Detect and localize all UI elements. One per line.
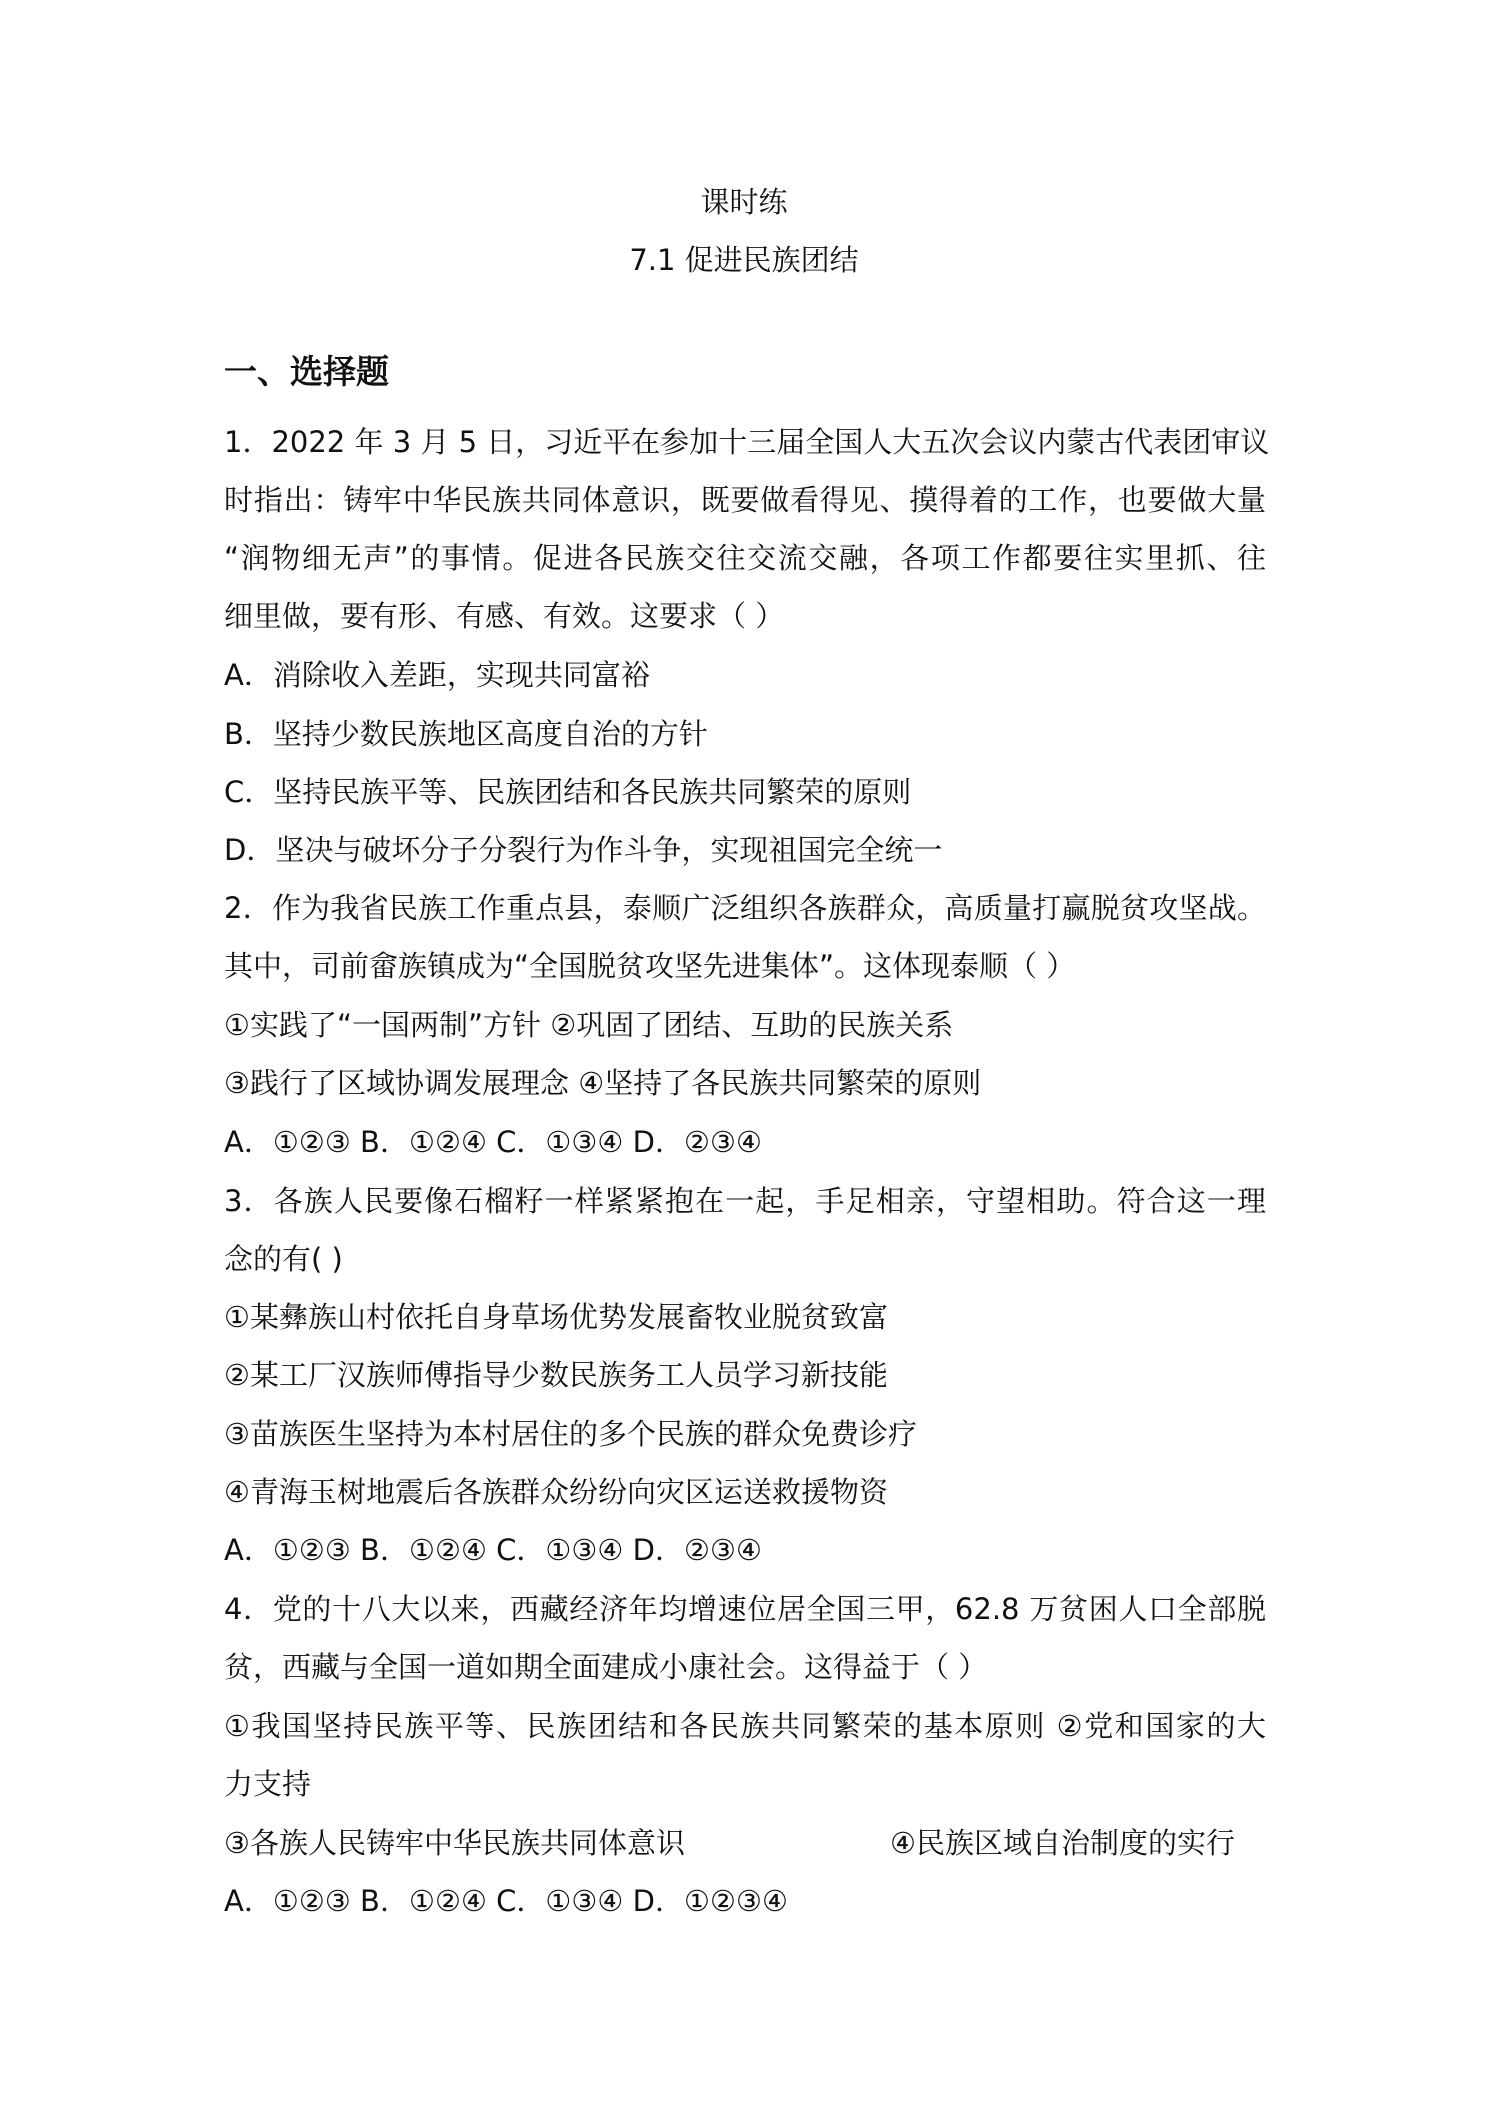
question-1-option-d: D．坚决与破坏分子分裂行为作斗争，实现祖国完全统一 — [224, 833, 943, 867]
question-1-option-a: A．消除收入差距，实现共同富裕 — [224, 658, 650, 692]
question-2-statements-line-2: ③践行了区域协调发展理念 ④坚持了各民族共同繁荣的原则 — [224, 1066, 982, 1100]
question-3-statement-2: ②某工厂汉族师傅指导少数民族务工人员学习新技能 — [224, 1358, 888, 1392]
question-1-stem-line-1: 1．2022 年 3 月 5 日，习近平在参加十三届全国人大五次会议内蒙古代表团审议 — [224, 425, 1270, 459]
question-4-statements-line-2: 力支持 — [224, 1767, 312, 1801]
question-2-stem-line-2: 其中，司前畲族镇成为“全国脱贫攻坚先进集体”。这体现泰顺（ ） — [224, 949, 1076, 983]
question-4-statement-4: ④民族区域自治制度的实行 — [890, 1826, 1235, 1860]
question-3-stem-line-1: 3．各族人民要像石榴籽一样紧紧抱在一起，手足相亲，守望相助。符合这一理 — [224, 1184, 1266, 1218]
question-1-stem-line-4: 细里做，要有形、有感、有效。这要求（ ） — [224, 599, 785, 633]
question-4-statement-3: ③各族人民铸牢中华民族共同体意识 — [224, 1826, 685, 1860]
question-2-statements-line-1: ①实践了“一国两制”方针 ②巩固了团结、互助的民族关系 — [224, 1008, 954, 1042]
page-subtitle: 7.1 促进民族团结 — [629, 243, 859, 277]
question-2-answer-options: A．①②③ B．①②④ C．①③④ D．②③④ — [224, 1125, 762, 1159]
question-2-stem-line-1: 2．作为我省民族工作重点县，泰顺广泛组织各族群众，高质量打赢脱贫攻坚战。 — [224, 891, 1266, 925]
question-3-statement-3: ③苗族医生坚持为本村居住的多个民族的群众免费诊疗 — [224, 1417, 917, 1451]
question-1-stem-line-2: 时指出：铸牢中华民族共同体意识，既要做看得见、摸得着的工作，也要做大量 — [224, 483, 1266, 517]
question-1-option-b: B．坚持少数民族地区高度自治的方针 — [224, 717, 708, 751]
question-3-stem-line-2: 念的有( ) — [224, 1242, 343, 1276]
question-4-stem-line-1: 4．党的十八大以来，西藏经济年均增速位居全国三甲，62.8 万贫困人口全部脱 — [224, 1592, 1266, 1626]
question-3-answer-options: A．①②③ B．①②④ C．①③④ D．②③④ — [224, 1533, 762, 1567]
question-4-answer-options: A．①②③ B．①②④ C．①③④ D．①②③④ — [224, 1884, 788, 1918]
page-title: 课时练 — [700, 185, 788, 219]
question-4-stem-line-2: 贫，西藏与全国一道如期全面建成小康社会。这得益于（ ） — [224, 1650, 988, 1684]
question-4-statements-line-1: ①我国坚持民族平等、民族团结和各民族共同繁荣的基本原则 ②党和国家的大 — [224, 1709, 1266, 1743]
question-1-option-c: C．坚持民族平等、民族团结和各民族共同繁荣的原则 — [224, 775, 912, 809]
section-heading: 一、选择题 — [224, 352, 389, 391]
question-3-statement-4: ④青海玉树地震后各族群众纷纷向灾区运送救援物资 — [224, 1475, 888, 1509]
question-3-statement-1: ①某彝族山村依托自身草场优势发展畜牧业脱贫致富 — [224, 1300, 888, 1334]
question-1-stem-line-3: “润物细无声”的事情。促进各民族交往交流交融，各项工作都要往实里抓、往 — [224, 541, 1266, 575]
